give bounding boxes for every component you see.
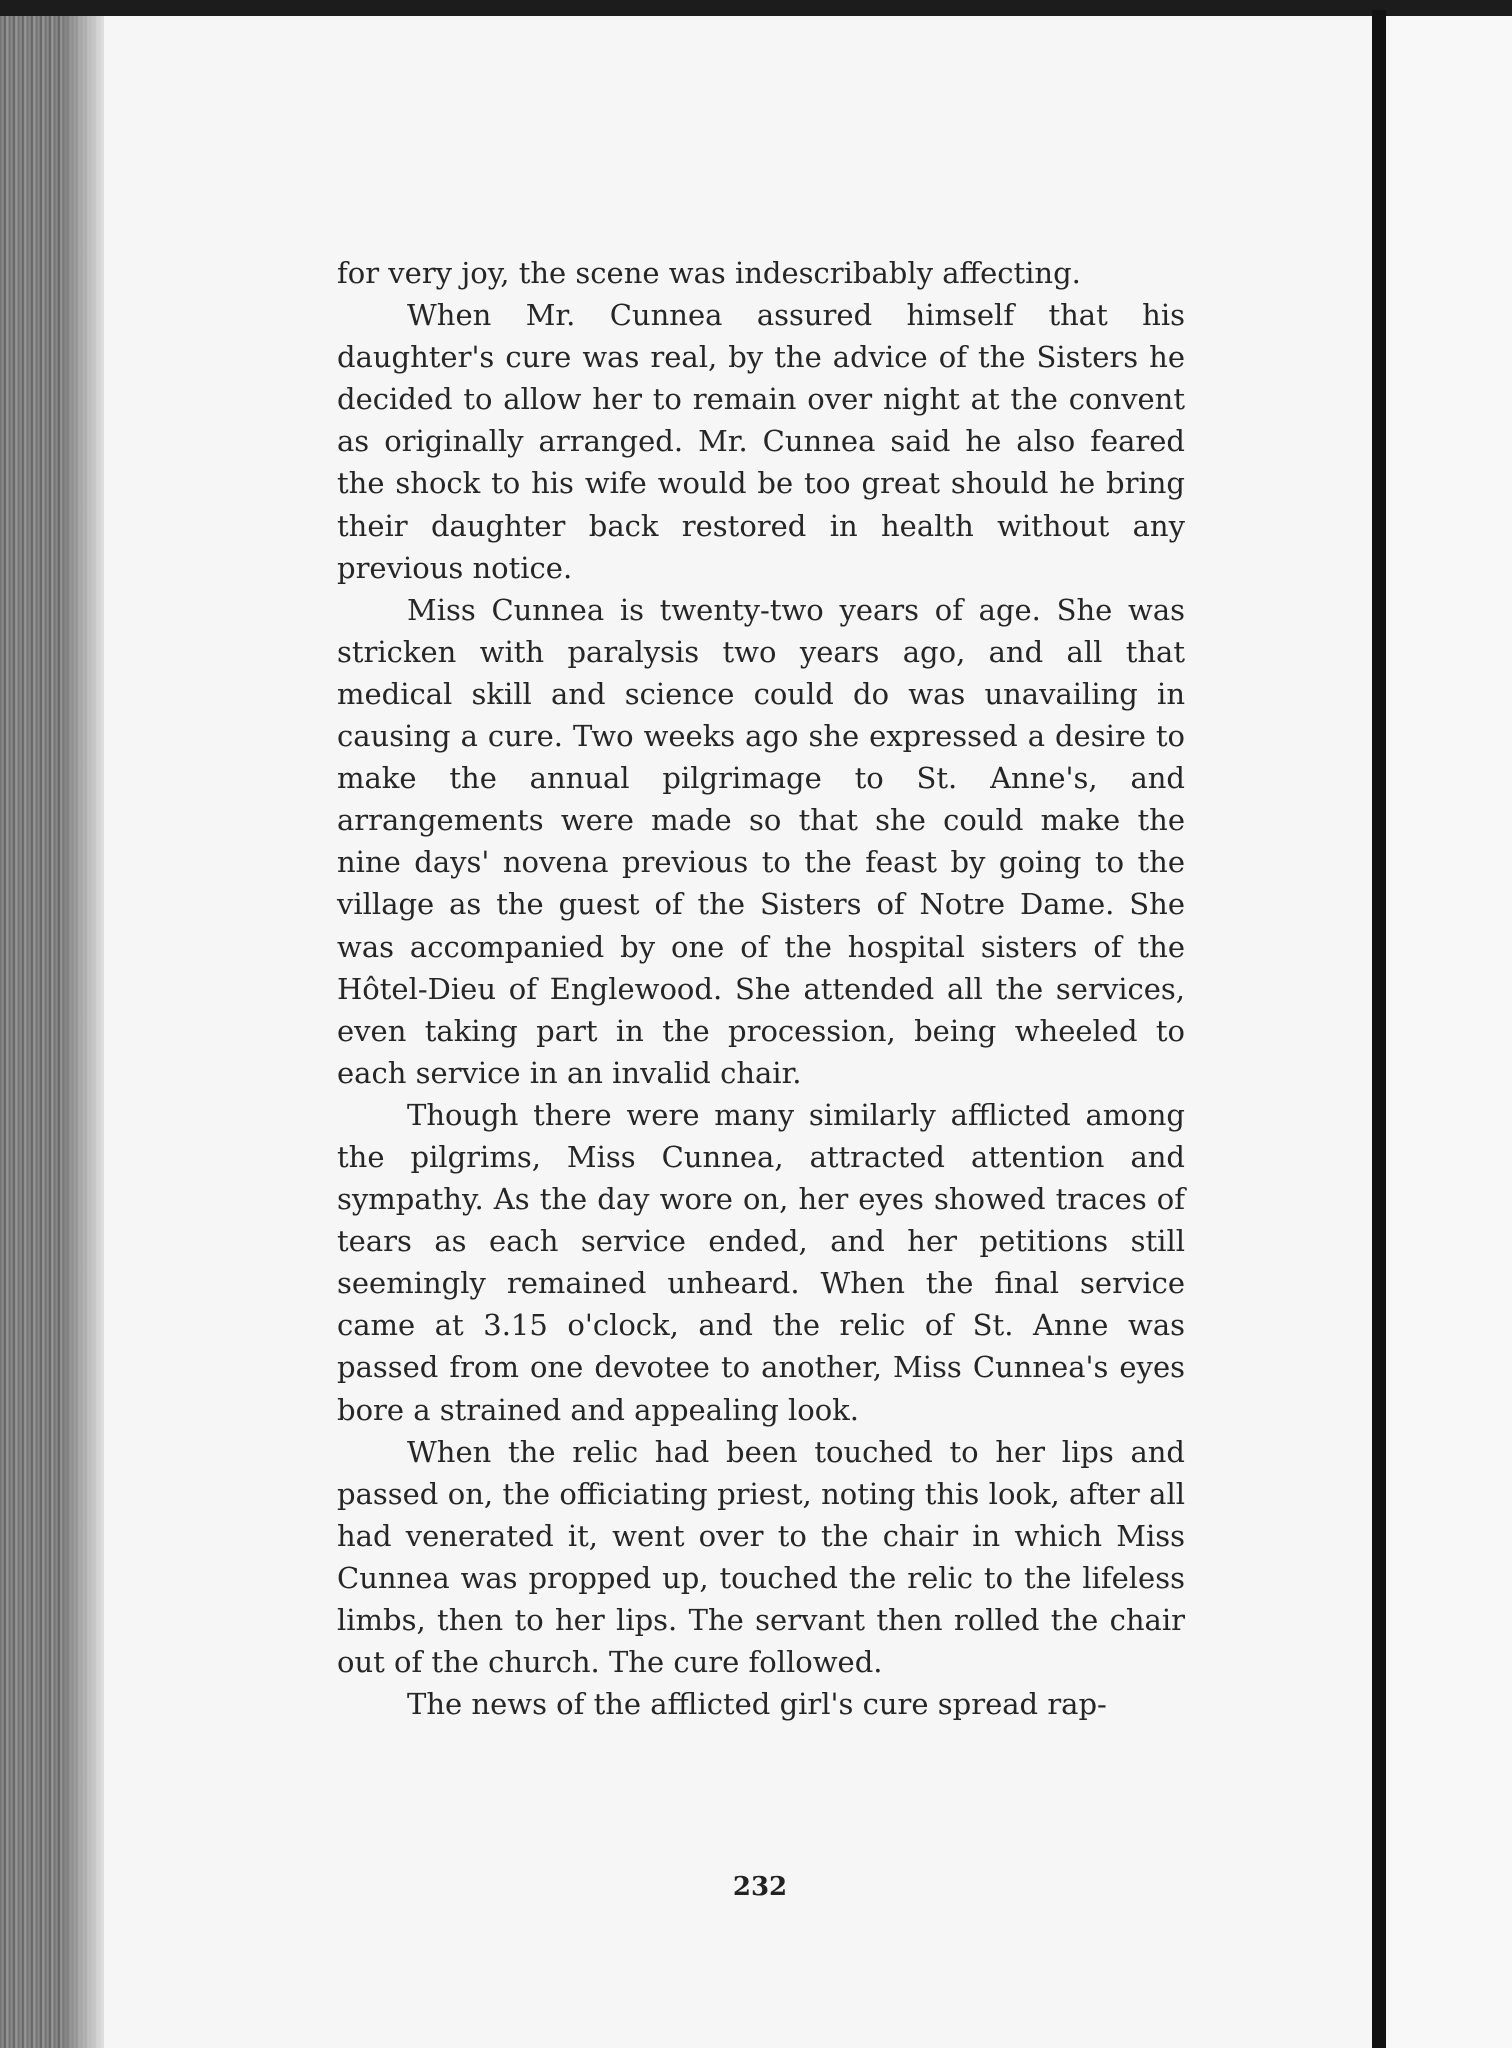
paragraph-cure-confirmed: When Mr. Cunnea assured himself that his daughter's cure was real, by the advice of the Sisters he decided to allow her to remain over night at the convent as originally arranged. Mr. Cunnea said he also feared the shock to his wife would be too great should he bring their daughter back restored in health without any previous notice. xyxy=(337,298,1185,585)
facing-page-edge xyxy=(1386,16,1512,2048)
page-body-text xyxy=(337,252,1185,1725)
paragraph-miss-cunnea-background: Miss Cunnea is twenty-two years of age. She was stricken with paralysis two years ago, and all that medical skill and science could do was unavailing in causing a cure. Two weeks ago she expressed a desire to make the annual pilgrimage to St. Anne's, and arrangements were made so that she could make the nine days' novena previous to the feast by going to the village as the guest of the Sisters of Notre Dame. She was accompanied by one of the hospital sisters of the Hôtel-Dieu of Englewood. She attended all the services, even taking part in the procession, being wheeled to each service in an invalid chair. xyxy=(337,592,1185,1090)
paragraph-relic: When the relic had been touched to her lips and passed on, the officiating priest, noting this look, after all had venerated it, went over to the chair in which Miss Cunnea was propped up, touched the relic to the lifeless limbs, then to her lips. The servant then rolled the chair out of the church. The cure followed. xyxy=(337,1434,1185,1680)
page-stack-shadow xyxy=(62,16,104,2048)
paragraph-news-spread: The news of the afflicted girl's cure spread rap- xyxy=(407,1687,1107,1722)
paragraph-pilgrims: Though there were many similarly afflicted among the pilgrims, Miss Cunnea, attracted attention and sympathy. As the day wore on, her eyes showed traces of tears as each service ended, and her petitions still seemingly remained unheard. When the final service came at 3.15 o'clock, and the relic of St. Anne was passed from one devotee to another, Miss Cunnea's eyes bore a strained and appealing look. xyxy=(337,1097,1185,1427)
page-number: 232 xyxy=(732,1872,788,1902)
book-gutter xyxy=(1372,10,1386,2048)
scan-top-edge xyxy=(0,0,1512,16)
paragraph-continuation: for very joy, the scene was indescribably affecting. xyxy=(337,256,1081,290)
